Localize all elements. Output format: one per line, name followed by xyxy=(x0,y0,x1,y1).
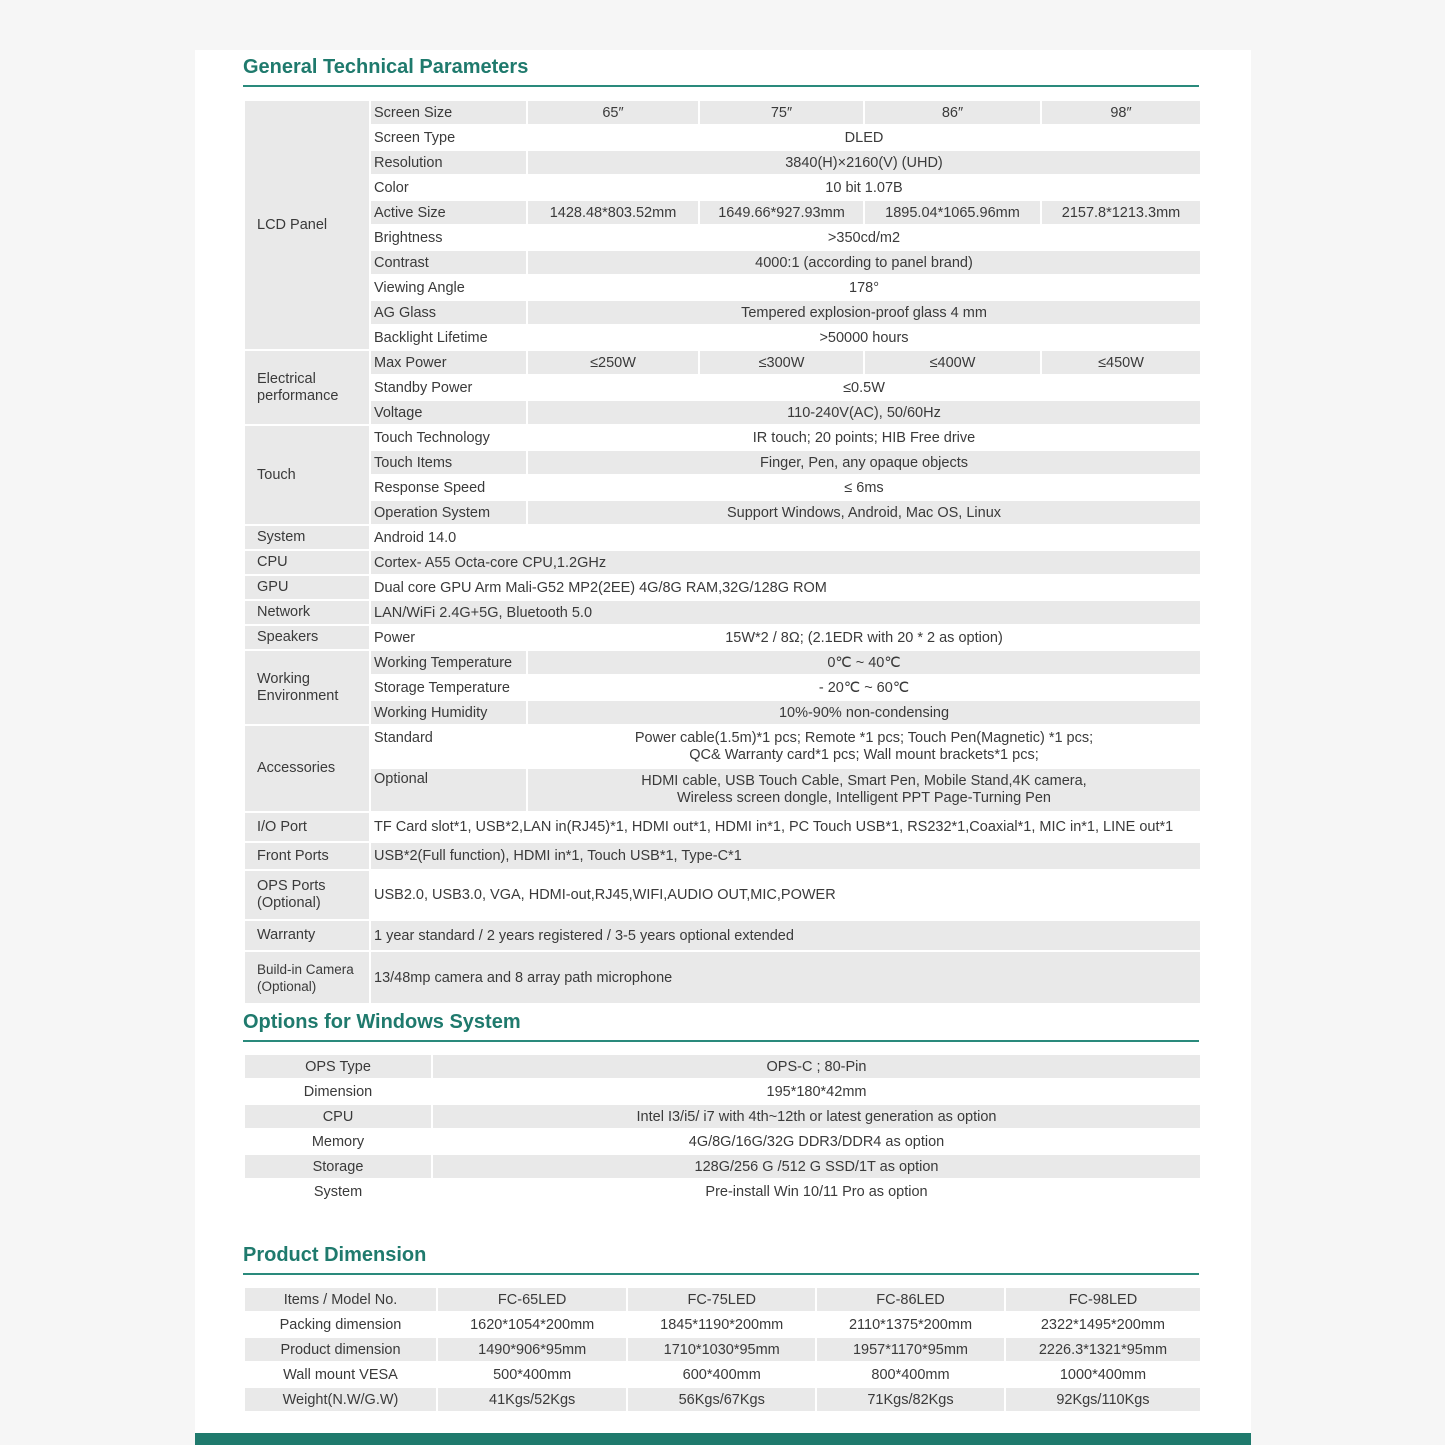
windows-options-table-wrap xyxy=(243,1053,1202,1205)
cell: LAN/WiFi 2.4G+5G, Bluetooth 5.0 xyxy=(371,601,1200,624)
cell: 4000:1 (according to panel brand) xyxy=(528,251,1200,274)
row-label: Working Humidity xyxy=(371,701,526,724)
cell: Tempered explosion-proof glass 4 mm xyxy=(528,301,1200,324)
product-dimension-table-wrap xyxy=(243,1286,1202,1413)
cell: 195*180*42mm xyxy=(766,1083,867,1100)
group-touch: Touch xyxy=(245,426,369,524)
row-label: Touch Items xyxy=(371,451,526,474)
row-label: Voltage xyxy=(371,401,526,424)
cell: 1 year standard / 2 years registered / 3-5 years optional extended xyxy=(371,921,1200,950)
row-label: Standard xyxy=(374,730,433,746)
cell-line: QC& Warranty card*1 pcs; Wall mount brackets*1 pcs; xyxy=(689,746,1039,763)
row-label: OPS Type xyxy=(245,1055,431,1078)
table-row xyxy=(245,651,1200,674)
cell-line: HDMI cable, USB Touch Cable, Smart Pen, Mobile Stand,4K camera, xyxy=(641,773,1087,789)
table-row xyxy=(245,226,1200,249)
cell: 1428.48*803.52mm xyxy=(528,201,698,224)
table-row xyxy=(245,921,1200,950)
cell: Pre-install Win 10/11 Pro as option xyxy=(705,1183,928,1200)
table-row xyxy=(245,1055,1200,1078)
row-label: Power xyxy=(374,629,416,646)
row-label: Operation System xyxy=(371,501,526,524)
spec-sheet-page xyxy=(195,50,1251,1445)
cell: 600*400mm xyxy=(682,1366,761,1383)
cell: 92Kgs/110Kgs xyxy=(1006,1388,1200,1411)
cell: 2157.8*1213.3mm xyxy=(1042,201,1200,224)
row-label: Packing dimension xyxy=(279,1316,402,1333)
cell: FC-65LED xyxy=(438,1288,626,1311)
row-label: System xyxy=(313,1183,363,1200)
table-row xyxy=(245,1313,1200,1336)
cell: Android 14.0 xyxy=(374,529,457,546)
cell: 1490*906*95mm xyxy=(438,1338,626,1361)
cell: FC-86LED xyxy=(817,1288,1004,1311)
table-row xyxy=(245,301,1200,324)
group-label-line: (Optional) xyxy=(257,978,317,994)
row-label: Product dimension xyxy=(245,1338,436,1361)
row-label: Backlight Lifetime xyxy=(374,329,488,346)
group-label-line: OPS Ports xyxy=(257,878,326,894)
group-cpu: CPU xyxy=(245,551,369,574)
cell: IR touch; 20 points; HIB Free drive xyxy=(752,429,976,446)
row-label: Viewing Angle xyxy=(374,279,465,296)
cell: 178° xyxy=(849,279,879,296)
table-row xyxy=(245,451,1200,474)
cell: 1000*400mm xyxy=(1059,1366,1147,1383)
row-label: Touch Technology xyxy=(374,429,490,446)
table-row xyxy=(245,526,1200,549)
row-label: Standby Power xyxy=(374,379,473,396)
cell: Intel I3/i5/ i7 with 4th~12th or latest generation as option xyxy=(433,1105,1200,1128)
windows-options-title: Options for Windows System xyxy=(243,1011,1199,1042)
cell: 0℃ ~ 40℃ xyxy=(528,651,1200,674)
cell: 2110*1375*200mm xyxy=(848,1316,973,1333)
group-io-port: I/O Port xyxy=(245,813,369,841)
table-row xyxy=(245,1105,1200,1128)
cell: Cortex- A55 Octa-core CPU,1.2GHz xyxy=(371,551,1200,574)
row-label: Storage xyxy=(245,1155,431,1178)
row-label: Weight(N.W/G.W) xyxy=(245,1388,436,1411)
table-header-row xyxy=(245,1288,1200,1311)
group-lcd-panel: LCD Panel xyxy=(245,101,369,349)
group-front-ports: Front Ports xyxy=(245,843,369,869)
row-label: Max Power xyxy=(371,351,526,374)
cell: Dual core GPU Arm Mali-G52 MP2(2EE) 4G/8G RAM,32G/128G ROM xyxy=(374,579,827,596)
cell: Support Windows, Android, Mac OS, Linux xyxy=(528,501,1200,524)
cell: USB2.0, USB3.0, VGA, HDMI-out,RJ45,WIFI,AUDIO OUT,MIC,POWER xyxy=(374,887,836,903)
row-label: Dimension xyxy=(303,1083,373,1100)
cell: ≤0.5W xyxy=(843,379,885,396)
cell: 800*400mm xyxy=(871,1366,950,1383)
cell: 500*400mm xyxy=(493,1366,572,1383)
cell: ≤400W xyxy=(865,351,1040,374)
group-label-line: (Optional) xyxy=(257,895,321,911)
row-label: Memory xyxy=(311,1133,365,1150)
table-row xyxy=(245,251,1200,274)
group-electrical xyxy=(245,351,369,424)
cell: 56Kgs/67Kgs xyxy=(628,1388,815,1411)
cell: USB*2(Full function), HDMI in*1, Touch USB*1, Type-C*1 xyxy=(371,843,1200,869)
table-row xyxy=(245,501,1200,524)
cell: 3840(H)×2160(V) (UHD) xyxy=(528,151,1200,174)
table-row xyxy=(245,1130,1200,1153)
table-row xyxy=(245,126,1200,149)
general-parameters-table-wrap xyxy=(243,99,1202,1005)
cell: 65″ xyxy=(528,101,698,124)
cell: 1845*1190*200mm xyxy=(660,1316,784,1333)
table-row xyxy=(245,701,1200,724)
cell: 4G/8G/16G/32G DDR3/DDR4 as option xyxy=(688,1133,945,1150)
group-label-line: Working xyxy=(257,670,310,687)
cell-line: Wireless screen dongle, Intelligent PPT Page-Turning Pen xyxy=(677,790,1051,806)
table-row xyxy=(245,952,1200,1003)
table-row xyxy=(245,1155,1200,1178)
table-row xyxy=(245,626,1200,649)
cell: 71Kgs/82Kgs xyxy=(817,1388,1004,1411)
group-gpu: GPU xyxy=(245,576,369,599)
table-row xyxy=(245,676,1200,699)
table-row xyxy=(245,476,1200,499)
table-row xyxy=(245,551,1200,574)
table-row xyxy=(245,726,1200,767)
cell: 1895.04*1065.96mm xyxy=(865,201,1040,224)
table-row xyxy=(245,176,1200,199)
table-row xyxy=(245,601,1200,624)
cell: TF Card slot*1, USB*2,LAN in(RJ45)*1, HDMI out*1, HDMI in*1, PC Touch USB*1, RS232*1,Coaxial*1, MIC in*1, LINE out*1 xyxy=(374,819,1174,835)
row-label: CPU xyxy=(245,1105,431,1128)
cell: - 20℃ ~ 60℃ xyxy=(818,679,910,696)
table-row xyxy=(245,101,1200,124)
group-label-line: performance xyxy=(257,387,339,404)
table-row xyxy=(245,1080,1200,1103)
cell: 98″ xyxy=(1042,101,1200,124)
general-parameters-title: General Technical Parameters xyxy=(243,56,1199,87)
row-label: Optional xyxy=(371,769,526,811)
table-row xyxy=(245,376,1200,399)
table-row xyxy=(245,326,1200,349)
group-warranty: Warranty xyxy=(245,921,369,950)
row-label: Brightness xyxy=(374,229,443,246)
cell: 1649.66*927.93mm xyxy=(700,201,863,224)
cell: 1957*1170*95mm xyxy=(817,1338,1004,1361)
table-row xyxy=(245,276,1200,299)
cell: ≤250W xyxy=(528,351,698,374)
row-label: Working Temperature xyxy=(371,651,526,674)
group-system: System xyxy=(245,526,369,549)
row-label: AG Glass xyxy=(371,301,526,324)
cell: 10 bit 1.07B xyxy=(825,179,903,196)
table-row xyxy=(245,1338,1200,1361)
row-label: Contrast xyxy=(371,251,526,274)
cell: 10%-90% non-condensing xyxy=(528,701,1200,724)
group-accessories: Accessories xyxy=(245,726,369,811)
cell: 128G/256 G /512 G SSD/1T as option xyxy=(433,1155,1200,1178)
cell-line: Power cable(1.5m)*1 pcs; Remote *1 pcs; Touch Pen(Magnetic) *1 pcs; xyxy=(634,729,1094,746)
group-label-line: Environment xyxy=(257,687,339,704)
table-row xyxy=(245,201,1200,224)
group-environment xyxy=(245,651,369,724)
table-row xyxy=(245,151,1200,174)
table-row xyxy=(245,813,1200,841)
cell: 1620*1054*200mm xyxy=(470,1316,595,1333)
cell: ≤300W xyxy=(700,351,863,374)
cell: 1710*1030*95mm xyxy=(628,1338,815,1361)
table-row xyxy=(245,351,1200,374)
row-label: Response Speed xyxy=(374,479,486,496)
cell: 13/48mp camera and 8 array path microphone xyxy=(371,952,1200,1003)
table-row xyxy=(245,843,1200,869)
cell: Finger, Pen, any opaque objects xyxy=(528,451,1200,474)
row-label: Active Size xyxy=(371,201,526,224)
table-row xyxy=(245,401,1200,424)
row-label: Screen Size xyxy=(371,101,526,124)
row-label: Screen Type xyxy=(374,129,456,146)
general-parameters-table xyxy=(243,99,1202,1005)
cell xyxy=(528,726,1200,767)
group-network: Network xyxy=(245,601,369,624)
cell: 2226.3*1321*95mm xyxy=(1006,1338,1200,1361)
cell: FC-98LED xyxy=(1006,1288,1200,1311)
table-row xyxy=(245,769,1200,811)
cell: ≤ 6ms xyxy=(844,479,884,496)
cell: FC-75LED xyxy=(628,1288,815,1311)
cell: 75″ xyxy=(700,101,863,124)
row-label: Color xyxy=(374,179,409,196)
cell: 86″ xyxy=(865,101,1040,124)
cell: >50000 hours xyxy=(819,329,909,346)
product-dimension-table xyxy=(243,1286,1202,1413)
group-label-line: Build-in Camera xyxy=(257,961,354,977)
cell: 41Kgs/52Kgs xyxy=(438,1388,626,1411)
row-label: Storage Temperature xyxy=(374,679,510,696)
row-label: Wall mount VESA xyxy=(283,1366,398,1383)
table-row xyxy=(245,1180,1200,1203)
windows-options-table xyxy=(243,1053,1202,1205)
group-camera xyxy=(245,952,369,1003)
cell: DLED xyxy=(844,129,884,146)
cell: 15W*2 / 8Ω; (2.1EDR with 20 * 2 as option) xyxy=(725,629,1003,646)
product-dimension-title: Product Dimension xyxy=(243,1244,1199,1275)
table-row xyxy=(245,576,1200,599)
group-label-line: Electrical xyxy=(257,370,316,387)
table-row xyxy=(245,1388,1200,1411)
cell: 2322*1495*200mm xyxy=(1040,1316,1166,1333)
cell: OPS-C ; 80-Pin xyxy=(433,1055,1200,1078)
row-label: Items / Model No. xyxy=(245,1288,436,1311)
table-row xyxy=(245,871,1200,919)
table-row xyxy=(245,1363,1200,1386)
cell: ≤450W xyxy=(1042,351,1200,374)
table-row xyxy=(245,426,1200,449)
cell: >350cd/m2 xyxy=(827,229,901,246)
group-ops-ports xyxy=(245,871,369,919)
cell xyxy=(528,769,1200,811)
group-speakers: Speakers xyxy=(245,626,369,649)
footer-bar xyxy=(195,1433,1251,1445)
row-label: Resolution xyxy=(371,151,526,174)
cell: 110-240V(AC), 50/60Hz xyxy=(528,401,1200,424)
